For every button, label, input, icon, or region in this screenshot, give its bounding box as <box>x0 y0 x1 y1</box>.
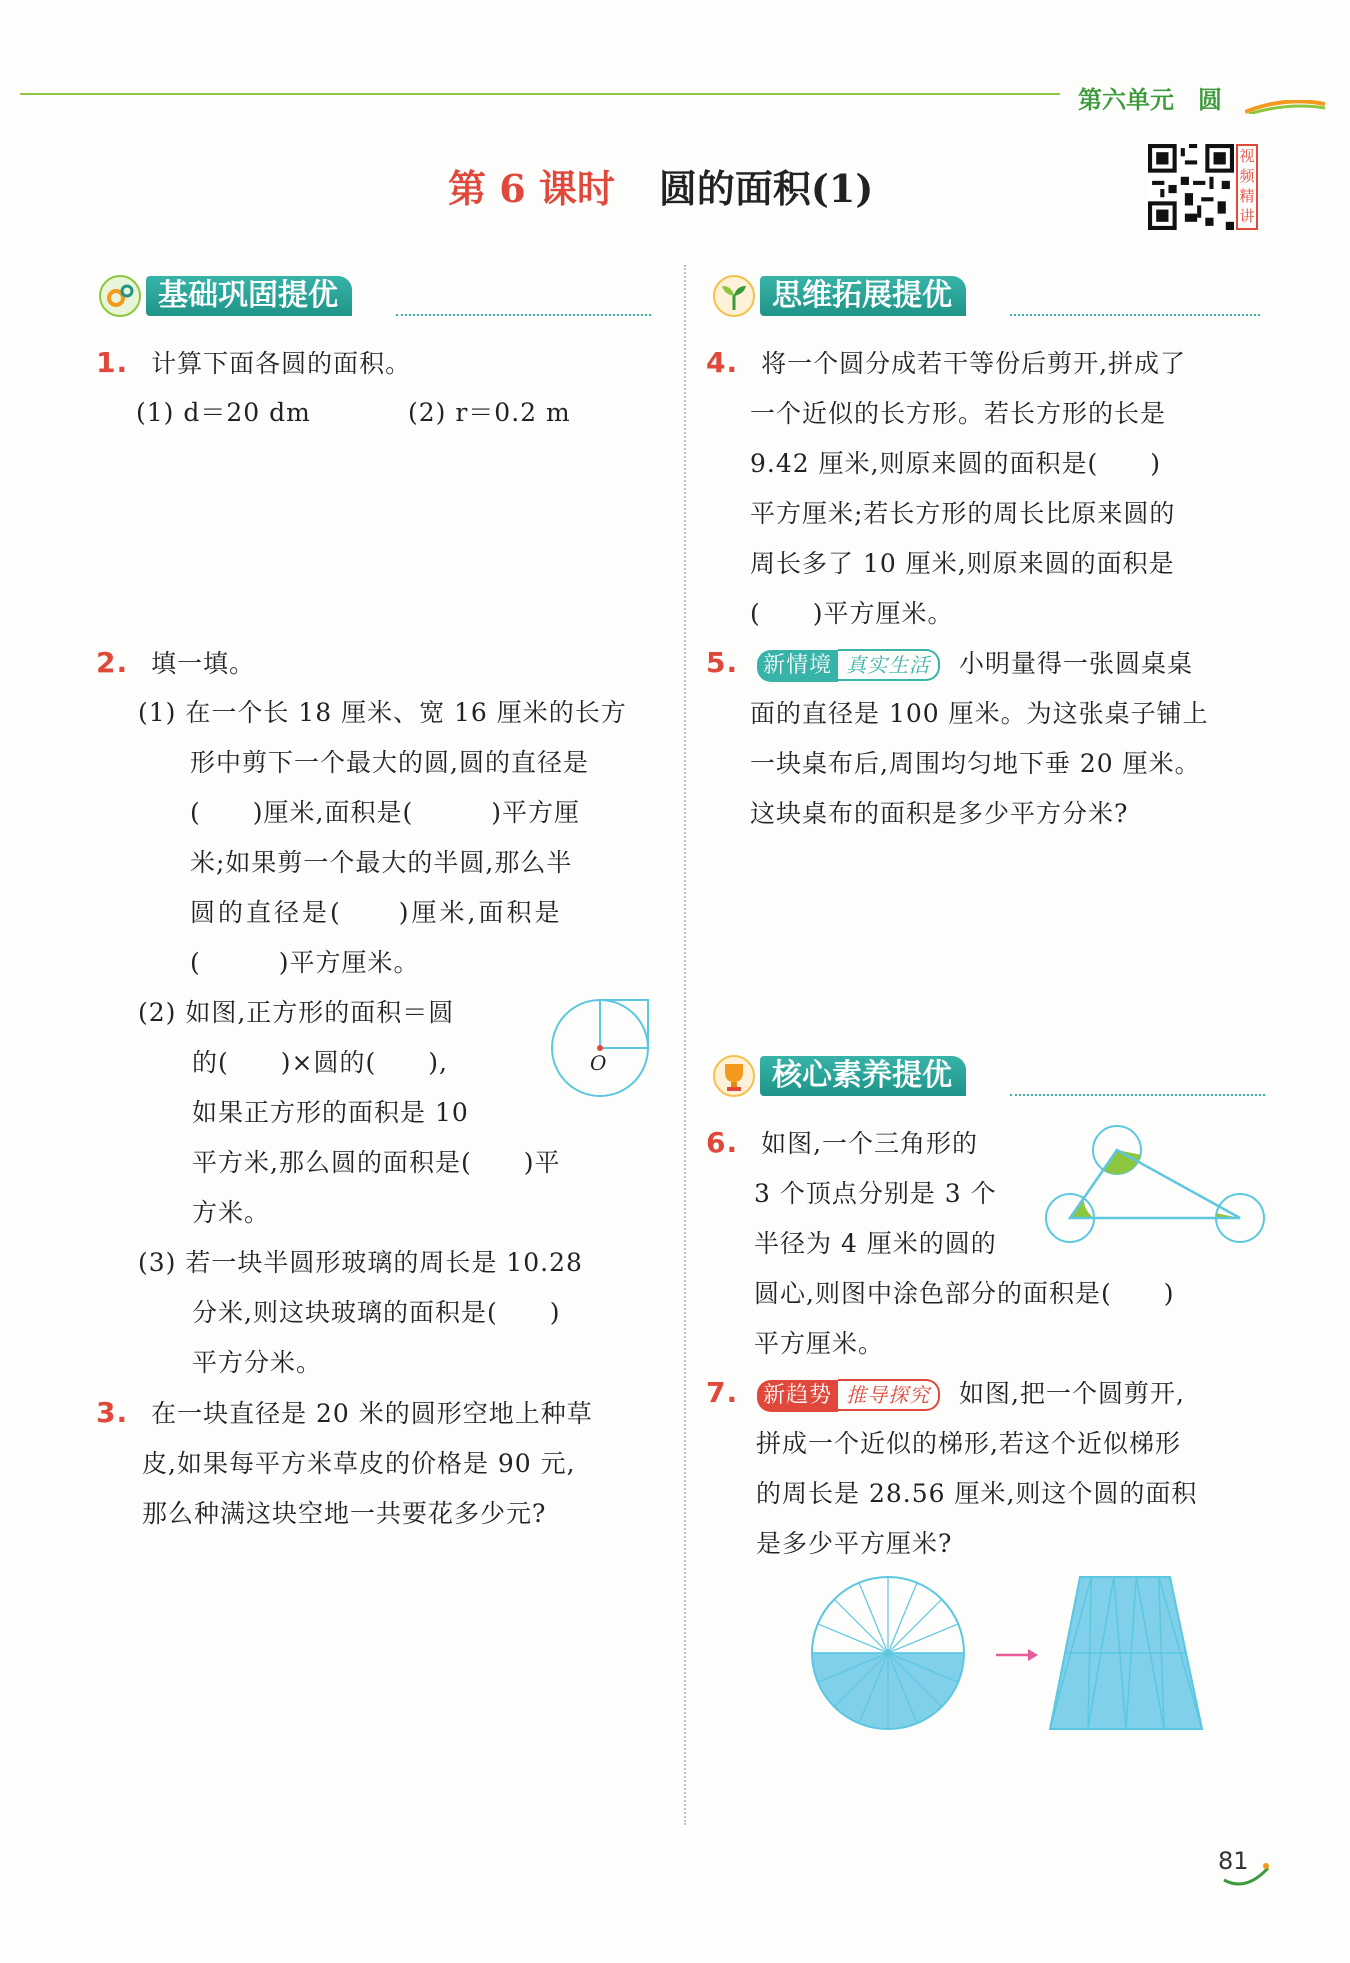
text-line: 分米,则这块玻璃的面积是( ) <box>192 1298 561 1327</box>
section-thinking-title: 思维拓展提优 <box>760 276 966 316</box>
section-core-title: 核心素养提优 <box>760 1056 966 1096</box>
trapezoid <box>1050 1577 1202 1729</box>
sectored-circle <box>812 1577 964 1729</box>
q2-part-3 <box>138 1238 583 1388</box>
text-line: 半径为 4 厘米的圆的 <box>754 1229 997 1258</box>
section-basic-title: 基础巩固提优 <box>146 276 352 316</box>
question-3 <box>96 1388 593 1539</box>
text-line: 3 个顶点分别是 3 个 <box>754 1179 997 1208</box>
text-line: 的( )×圆的( ), <box>192 1048 448 1077</box>
q1-part-1: (1) d＝20 dm <box>136 398 311 427</box>
question-number: 4. <box>706 346 739 379</box>
text-line: 这块桌布的面积是多少平方分米? <box>750 799 1129 828</box>
section-basic <box>96 272 651 320</box>
sprout-icon <box>710 272 758 320</box>
question-number: 5. <box>706 646 739 679</box>
question-number: 1. <box>96 346 129 379</box>
text-line: (1) 在一个长 18 厘米、宽 16 厘米的长方 <box>138 698 627 727</box>
text-line: 9.42 厘米,则原来圆的面积是( ) <box>750 449 1162 478</box>
question-stem: 填一填。 <box>151 649 256 678</box>
section-thinking <box>710 272 1260 320</box>
arrow-icon <box>996 1649 1038 1661</box>
text-line: 周长多了 10 厘米,则原来圆的面积是 <box>750 549 1175 578</box>
header-rule <box>20 93 1060 95</box>
text-line: 平方厘米。 <box>754 1329 885 1358</box>
question-number: 6. <box>706 1126 739 1159</box>
text-line: 面的直径是 100 厘米。为这张桌子铺上 <box>750 699 1209 728</box>
circle-trapezoid-figure <box>810 1575 1210 1735</box>
q1-part-2: (2) r＝0.2 m <box>408 398 571 427</box>
text-line: 皮,如果每平方米草皮的价格是 90 元, <box>142 1449 576 1478</box>
text-line: 如图,一个三角形的 <box>761 1129 979 1158</box>
text-line: 那么种满这块空地一共要花多少元? <box>142 1499 547 1528</box>
text-line: 圆心,则图中涂色部分的面积是( ) <box>754 1279 1175 1308</box>
text-line: 一块桌布后,周围均匀地下垂 20 厘米。 <box>750 749 1201 778</box>
unit-label: 第六单元 圆 <box>1078 86 1222 114</box>
column-divider <box>684 265 686 1825</box>
section-core <box>710 1052 1265 1100</box>
question-number: 7. <box>706 1376 739 1409</box>
text-line: 一个近似的长方形。若长方形的长是 <box>750 399 1167 428</box>
text-line: 的周长是 28.56 厘米,则这个圆的面积 <box>756 1479 1198 1508</box>
section-rule <box>1010 314 1260 316</box>
text-line: 拼成一个近似的梯形,若这个近似梯形 <box>756 1429 1181 1458</box>
tag-real-life: 真实生活 <box>838 649 940 681</box>
swoosh-decoration-icon <box>1245 100 1325 114</box>
tag-derivation: 推导探究 <box>838 1379 940 1411</box>
text-line: ( )平方厘米。 <box>750 599 954 628</box>
text-line: 在一块直径是 20 米的圆形空地上种草 <box>151 1399 593 1428</box>
lesson-title <box>448 158 873 213</box>
text-line: 小明量得一张圆桌桌 <box>959 649 1194 678</box>
text-line: ( )厘米,面积是( )平方厘 <box>190 798 580 827</box>
sector-line <box>888 1599 942 1653</box>
tag-new-context: 新情境 <box>757 650 838 682</box>
leaf-decoration-icon <box>1222 1862 1272 1888</box>
question-stem: 计算下面各圆的面积。 <box>151 349 412 378</box>
triangle-circles-figure <box>1040 1118 1270 1258</box>
question-1 <box>96 338 571 427</box>
text-line: (2) 如图,正方形的面积＝圆 <box>138 998 455 1027</box>
text-line: 平方厘米;若长方形的周长比原来圆的 <box>750 499 1176 528</box>
question-2 <box>96 638 255 689</box>
trophy-icon <box>710 1052 758 1100</box>
circle-square-figure <box>548 996 652 1100</box>
text-line: (3) 若一块半圆形玻璃的周长是 10.28 <box>138 1248 583 1277</box>
text-line: 是多少平方厘米? <box>756 1529 953 1558</box>
qr-code-icon[interactable] <box>1148 144 1234 230</box>
question-4 <box>706 338 1186 639</box>
question-number: 3. <box>96 1396 129 1429</box>
text-line: 平方分米。 <box>192 1348 323 1377</box>
question-5 <box>706 638 1209 839</box>
tag-new-trend: 新趋势 <box>757 1380 838 1412</box>
text-line: 米;如果剪一个最大的半圆,那么半 <box>190 848 573 877</box>
text-line: ( )平方厘米。 <box>190 948 420 977</box>
q2-part-1 <box>138 688 627 988</box>
q2-part-2 <box>138 988 560 1238</box>
lesson-name: 圆的面积(1) <box>658 166 874 211</box>
text-line: 如图,把一个圆剪开, <box>959 1379 1185 1408</box>
sector-line <box>834 1599 888 1653</box>
text-line: 圆的直径是( )厘米,面积是 <box>190 898 563 927</box>
section-rule <box>1010 1094 1265 1096</box>
qr-label: 视频精讲 <box>1236 144 1258 230</box>
text-line: 方米。 <box>192 1198 271 1227</box>
lesson-number: 第 6 课时 <box>448 166 615 211</box>
text-line: 平方米,那么圆的面积是( )平 <box>192 1148 561 1177</box>
question-number: 2. <box>96 646 129 679</box>
gears-icon <box>96 272 144 320</box>
question-7 <box>706 1368 1197 1569</box>
section-rule <box>396 314 651 316</box>
text-line: 如果正方形的面积是 10 <box>192 1098 469 1127</box>
text-line: 形中剪下一个最大的圆,圆的直径是 <box>190 748 589 777</box>
text-line: 将一个圆分成若干等份后剪开,拼成了 <box>761 349 1187 378</box>
page-number: 81 <box>1218 1847 1249 1875</box>
center-label: O <box>590 1051 607 1075</box>
